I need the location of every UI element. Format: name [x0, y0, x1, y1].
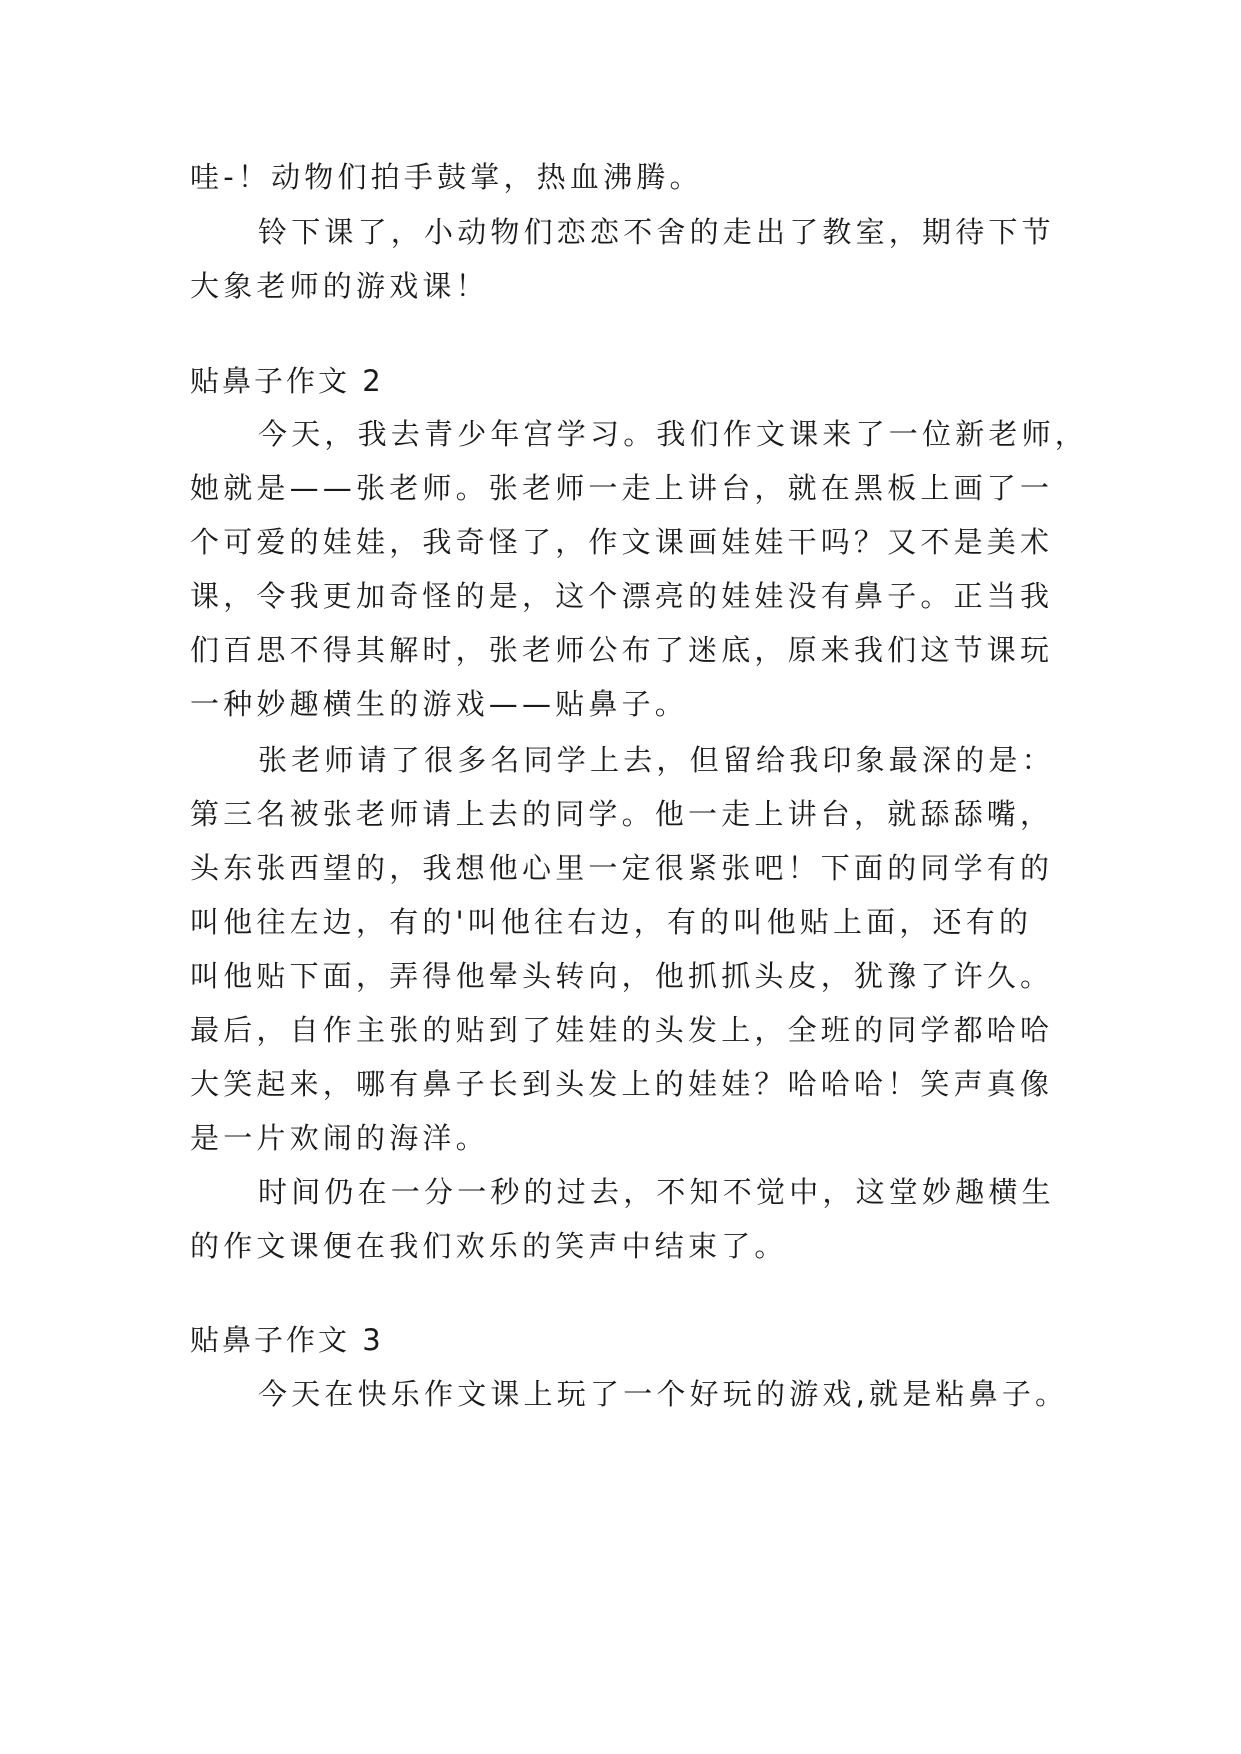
paragraph-line: 大象老师的游戏课！ [190, 269, 489, 303]
paragraph-line: 最后，自作主张的贴到了娃娃的头发上，全班的同学都哈哈 [190, 1013, 1054, 1047]
paragraph-line: 是一片欢闹的海洋。 [190, 1121, 489, 1155]
paragraph-line: 今天，我去青少年宫学习。我们作文课来了一位新老师， [258, 417, 1089, 451]
paragraph-line: 叫他贴下面，弄得他晕头转向，他抓抓头皮，犹豫了许久。 [190, 959, 1054, 993]
paragraph-line: 头东张西望的，我想他心里一定很紧张吧！下面的同学有的 [190, 851, 1054, 885]
essay-2-title: 贴鼻子作文 2 [190, 364, 384, 398]
paragraph-line: 第三名被张老师请上去的同学。他一走上讲台，就舔舔嘴， [190, 797, 1054, 831]
paragraph-line: 今天在快乐作文课上玩了一个好玩的游戏,就是粘鼻子。 [258, 1377, 1069, 1411]
paragraph-line: 她就是——张老师。张老师一走上讲台，就在黑板上画了一 [190, 471, 1054, 505]
paragraph-line: 们百思不得其解时，张老师公布了迷底，原来我们这节课玩 [190, 633, 1054, 667]
paragraph-line: 铃下课了，小动物们恋恋不舍的走出了教室，期待下节 [258, 215, 1055, 249]
paragraph-line: 的作文课便在我们欢乐的笑声中结束了。 [190, 1229, 788, 1263]
paragraph-line: 个可爱的娃娃，我奇怪了，作文课画娃娃干吗？又不是美术 [190, 525, 1054, 559]
essay-3-title: 贴鼻子作文 3 [190, 1323, 384, 1357]
paragraph-line: 一种妙趣横生的游戏——贴鼻子。 [190, 687, 689, 721]
paragraph-line: 哇-！动物们拍手鼓掌，热血沸腾。 [190, 160, 703, 194]
paragraph-line: 课，令我更加奇怪的是，这个漂亮的娃娃没有鼻子。正当我 [190, 579, 1054, 613]
paragraph-line: 大笑起来，哪有鼻子长到头发上的娃娃？哈哈哈！笑声真像 [190, 1067, 1054, 1101]
paragraph-line: 时间仍在一分一秒的过去，不知不觉中，这堂妙趣横生 [258, 1175, 1055, 1209]
paragraph-line: 叫他往左边，有的'叫他往右边，有的叫他贴上面，还有的 [190, 905, 1033, 939]
paragraph-line: 张老师请了很多名同学上去，但留给我印象最深的是： [258, 743, 1055, 777]
